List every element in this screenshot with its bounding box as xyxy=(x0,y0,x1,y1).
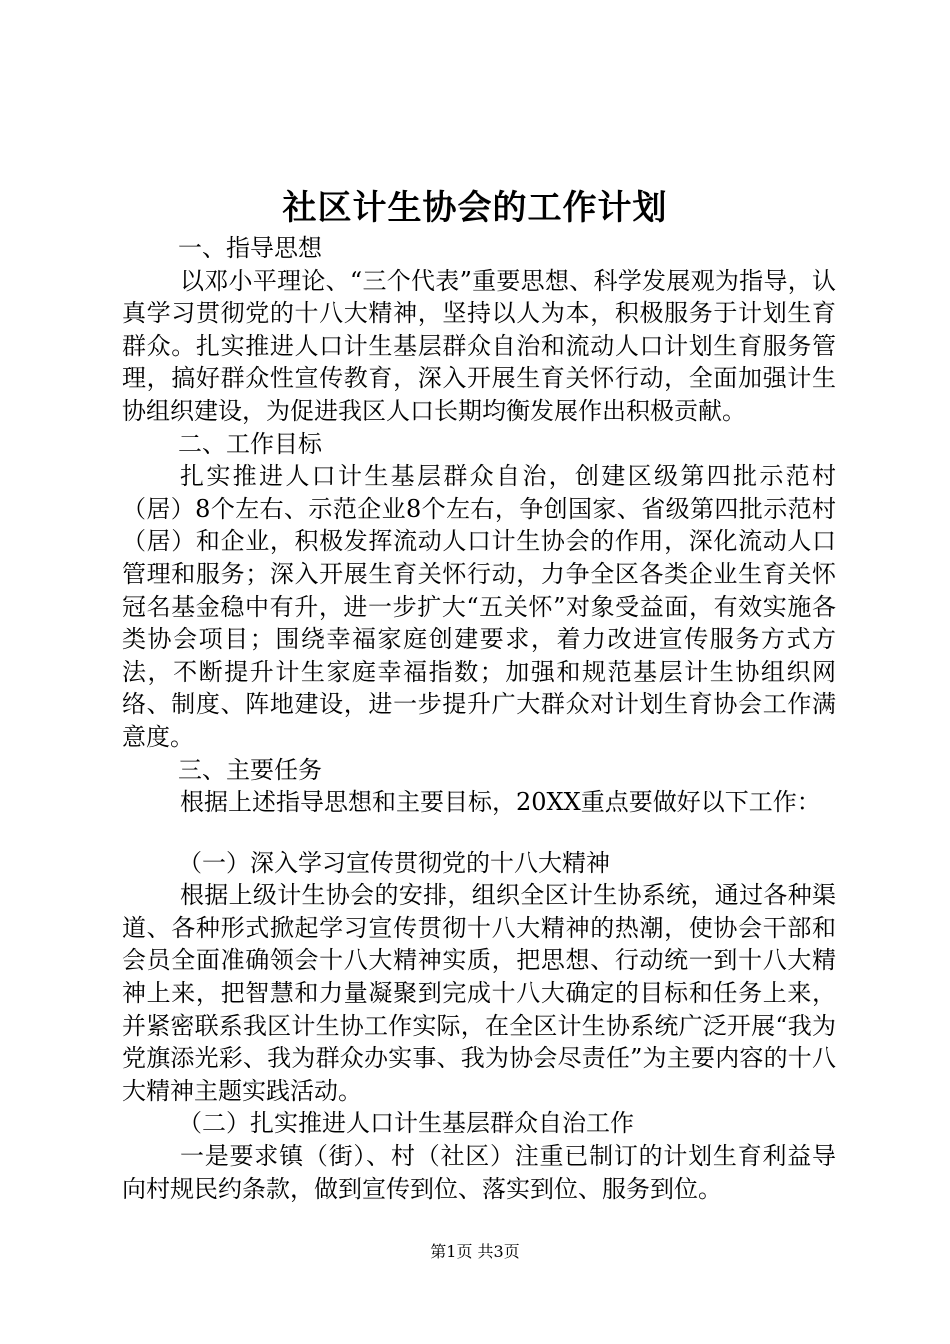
section-heading: 一、指导思想 xyxy=(178,234,322,262)
section-heading: 二、工作目标 xyxy=(178,429,322,458)
subsection-heading: （一）深入学习宣传贯彻党的十八大精神 xyxy=(178,848,610,877)
document-title: 社区计生协会的工作计划 xyxy=(282,188,668,228)
section-heading: 三、主要任务 xyxy=(178,755,322,784)
section-paragraph: 一是要求镇（街）、村（社区）注重已制订的计划生育利益导向村规民约条款，做到宣传到位、落实到位、服务到位。 xyxy=(122,1142,836,1203)
subsection-heading: （二）扎实推进人口计生基层群众自治工作 xyxy=(178,1109,634,1138)
document-body xyxy=(122,232,836,1205)
page-footer: 第1页 共3页 xyxy=(430,1242,520,1261)
section-paragraph: 扎实推进人口计生基层群众自治，创建区级第四批示范村（居）8个左右、示范企业8个左右，争创国家、省级第四批示范村（居）和企业，积极发挥流动人口计生协会的作用，深化流动人口管理和服务；深入开展生育关怀行动，力争全区各类企业生育关怀冠名基金稳中有升，进一步扩大“五关怀”对象受益面，有效实施各类协会项目；围绕幸福家庭创建要求，着力改进宣传服务方式方法，不断提升计生家庭幸福指数；加强和规范基层计生协组织网络、制度、阵地建设，进一步提升广大群众对计划生育协会工作满意度。 xyxy=(122,462,836,751)
paragraph-spacer xyxy=(122,819,836,847)
section-paragraph: 根据上级计生协会的安排，组织全区计生协系统，通过各种渠道、各种形式掀起学习宣传贯彻十八大精神的热潮，使协会干部和会员全面准确领会十八大精神实质，把思想、行动统一到十八大精神上来，把智慧和力量凝聚到完成十八大确定的目标和任务上来，并紧密联系我区计生协工作实际，在全区计生协系统广泛开展“我为党旗添光彩、我为群众办实事、我为协会尽责任”为主要内容的十八大精神主题实践活动。 xyxy=(122,881,836,1105)
section-paragraph: 以邓小平理论、“三个代表”重要思想、科学发展观为指导，认真学习贯彻党的十八大精神，坚持以人为本，积极服务于计划生育群众。扎实推进人口计生基层群众自治和流动人口计划生育服务管理，搞好群众性宣传教育，深入开展生育关怀行动，全面加强计生协组织建设，为促进我区人口长期均衡发展作出积极贡献。 xyxy=(122,266,836,425)
section-paragraph: 根据上述指导思想和主要目标，20XX重点要做好以下工作： xyxy=(180,788,821,817)
